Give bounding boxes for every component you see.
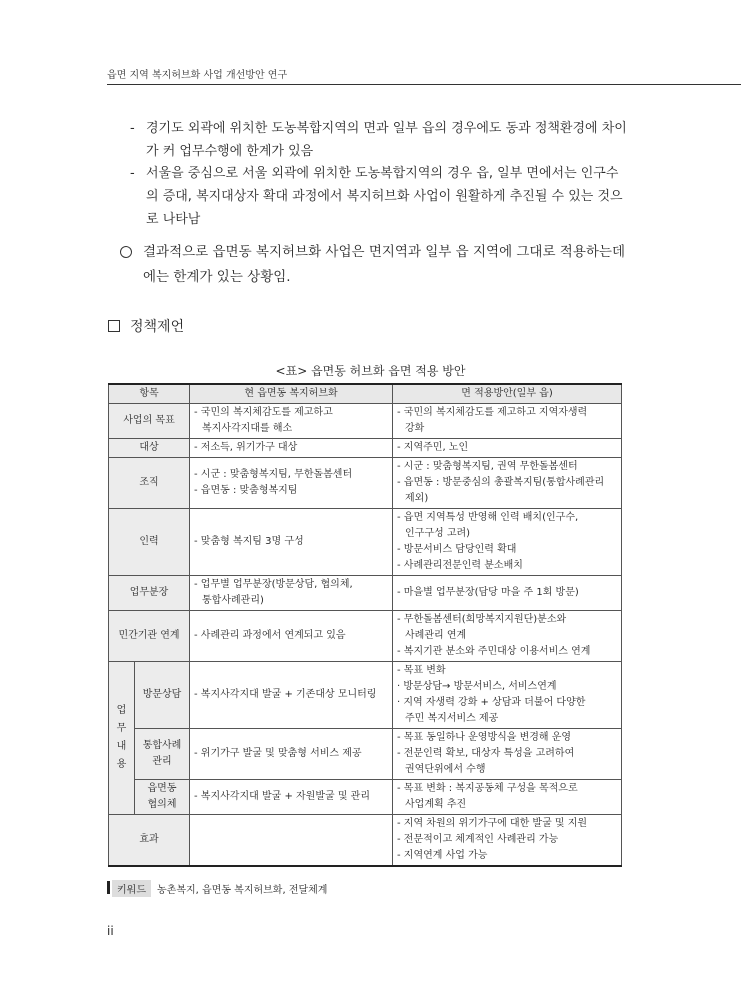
cell-line: - 맞춤형 복지팀 3명 구성 [194,536,304,547]
current-cell [190,439,393,458]
conclusion-paragraph [143,240,643,290]
text-line: 로 나타남 [146,212,201,227]
cell-line: - 읍면 지역특성 반영해 인력 배치(인구수, [397,512,579,523]
text-line: 경기도 외곽에 위치한 도농복합지역의 면과 일부 읍의 경우에도 동과 정책환경에 차이 [146,121,627,136]
row-label-line: 관리 [152,756,172,767]
cell-line: - 사례관리전문인력 분소배치 [397,560,523,571]
keyword-text: 농촌복지, 읍면동 복지허브화, 전달체계 [157,885,328,896]
cell-line: 인구구성 고려) [405,528,471,539]
proposal-cell [393,662,622,729]
policy-table [108,383,622,867]
cell-line: - 복지기관 분소와 주민대상 이용서비스 연계 [397,646,591,657]
column-header: 현 읍면동 복지허브화 [190,384,393,404]
row-label: 사업의 목표 [109,404,190,439]
section-title: 정책제언 [130,319,185,335]
cell-line: - 목표 변화 : 복지공동체 구성을 목적으로 [397,783,578,794]
table-header-row [109,384,622,404]
running-header: 읍면 지역 복지허브화 사업 개선방안 연구 [107,70,288,81]
table-row [109,662,622,729]
text-line: 가 커 업무수행에 한계가 있음 [146,144,314,159]
cell-line: - 저소득, 위기가구 대상 [194,442,298,453]
cell-line: 복지사각지대를 해소 [202,423,293,434]
bullet-paragraph [146,162,636,231]
cell-line: - 전문인력 확보, 대상자 특성을 고려하여 [397,748,575,759]
cell-line: - 읍면동 : 맞춤형복지팀 [194,485,298,496]
circle-bullet-icon [120,246,132,258]
row-group-label-text: 업무내용 [116,705,127,770]
current-cell [190,404,393,439]
row-label: 조직 [109,458,190,509]
cell-line: - 복지사각지대 발굴 + 기존대상 모니터링 [194,689,377,700]
cell-line: - 국민의 복지체감도를 제고하고 지역자생력 [397,407,588,418]
table-caption: <표> 읍면동 허브화 읍면 적용 방안 [275,364,466,378]
cell-line: - 시군 : 맞춤형복지팀, 권역 무한돌봄센터 [397,461,578,472]
table-row [109,815,622,867]
table-row [109,729,622,780]
cell-line: 통합사례관리) [202,595,264,606]
table-row [109,780,622,815]
cell-line: · 지역 자생력 강화 + 상담과 더불어 다양한 [397,697,586,708]
proposal-cell [393,729,622,780]
current-cell [190,815,393,867]
bullet-dash: - [130,166,135,181]
cell-line: 제외) [405,493,429,504]
cell-line: 사업계획 추진 [405,799,467,810]
current-cell [190,729,393,780]
bullet-paragraph [146,117,636,163]
table-row [109,509,622,576]
table-row [109,439,622,458]
text-line: 의 증대, 복지대상자 확대 과정에서 복지허브화 사업이 원활하게 추진될 수 있는 것으 [146,189,623,204]
current-cell [190,576,393,611]
cell-line: - 위기가구 발굴 및 맞춤형 서비스 제공 [194,748,362,759]
table-row [109,458,622,509]
current-cell [190,509,393,576]
header-rule [107,84,741,85]
proposal-cell [393,439,622,458]
row-label: 인력 [109,509,190,576]
cell-line: - 업무별 업무분장(방문상담, 협의체, [194,579,353,590]
table-row [109,404,622,439]
proposal-cell [393,780,622,815]
column-header: 면 적용방안(일부 읍) [393,384,622,404]
text-line: 서울을 중심으로 서울 외곽에 위치한 도농복합지역의 경우 읍, 일부 면에서는 인구수 [146,166,619,181]
text-line: 에는 한계가 있는 상황임. [143,269,291,285]
cell-line: - 전문적이고 체계적인 사례관리 가능 [397,834,559,845]
row-group-label [109,662,135,815]
cell-line: 권역단위에서 수행 [405,764,486,775]
page-number: ii [107,924,114,938]
proposal-cell [393,509,622,576]
row-label-line: 통합사례 [142,740,182,751]
proposal-cell [393,611,622,662]
text-line: 결과적으로 읍면동 복지허브화 사업은 면지역과 일부 읍 지역에 그대로 적용하는데 [143,244,626,260]
cell-line: · 방문상담→ 방문서비스, 서비스연계 [397,681,557,692]
row-label: 민간기관 연계 [109,611,190,662]
cell-line: - 마을별 업무분장(담당 마을 주 1회 방문) [397,587,579,598]
bullet-dash: - [130,121,135,136]
row-label-line: 방문상담 [142,689,182,700]
current-cell [190,458,393,509]
proposal-cell [393,576,622,611]
cell-line: - 목표 동일하나 운영방식을 변경해 운영 [397,732,572,743]
cell-line: 강화 [405,423,425,434]
row-label: 효과 [109,815,190,867]
table-row [109,611,622,662]
table-row [109,576,622,611]
cell-line: - 방문서비스 담당인력 확대 [397,544,517,555]
proposal-cell [393,458,622,509]
keyword-bar [107,881,110,894]
cell-line: - 목표 변화 [397,665,446,676]
row-label: 대상 [109,439,190,458]
current-cell [190,780,393,815]
row-label: 업무분장 [109,576,190,611]
current-cell [190,662,393,729]
cell-line: 주민 복지서비스 제공 [405,713,499,724]
proposal-cell [393,404,622,439]
current-cell [190,611,393,662]
cell-line: 사례관리 연계 [405,630,467,641]
cell-line: - 무한돌봄센터(희망복지지원단)분소와 [397,614,567,625]
cell-line: - 국민의 복지체감도를 제고하고 [194,407,333,418]
cell-line: - 시군 : 맞춤형복지팀, 무한돌봄센터 [194,469,353,480]
cell-line: - 지역 차원의 위기가구에 대한 발굴 및 지원 [397,818,588,829]
row-label-line: 협의체 [147,799,177,810]
column-header: 항목 [109,384,190,404]
square-bullet-icon [108,320,120,332]
cell-line: - 지역주민, 노인 [397,442,469,453]
row-label [135,780,190,815]
keyword-label: 키워드 [112,880,151,897]
cell-line: - 사례관리 과정에서 연계되고 있음 [194,630,346,641]
row-label-line: 읍면동 [147,783,177,794]
proposal-cell [393,815,622,867]
cell-line: - 읍면동 : 방문중심의 총괄복지팀(통합사례관리 [397,477,605,488]
cell-line: - 지역연계 사업 가능 [397,850,488,861]
cell-line: - 복지사각지대 발굴 + 자원발굴 및 관리 [194,791,370,802]
row-label [135,662,190,729]
row-label [135,729,190,780]
